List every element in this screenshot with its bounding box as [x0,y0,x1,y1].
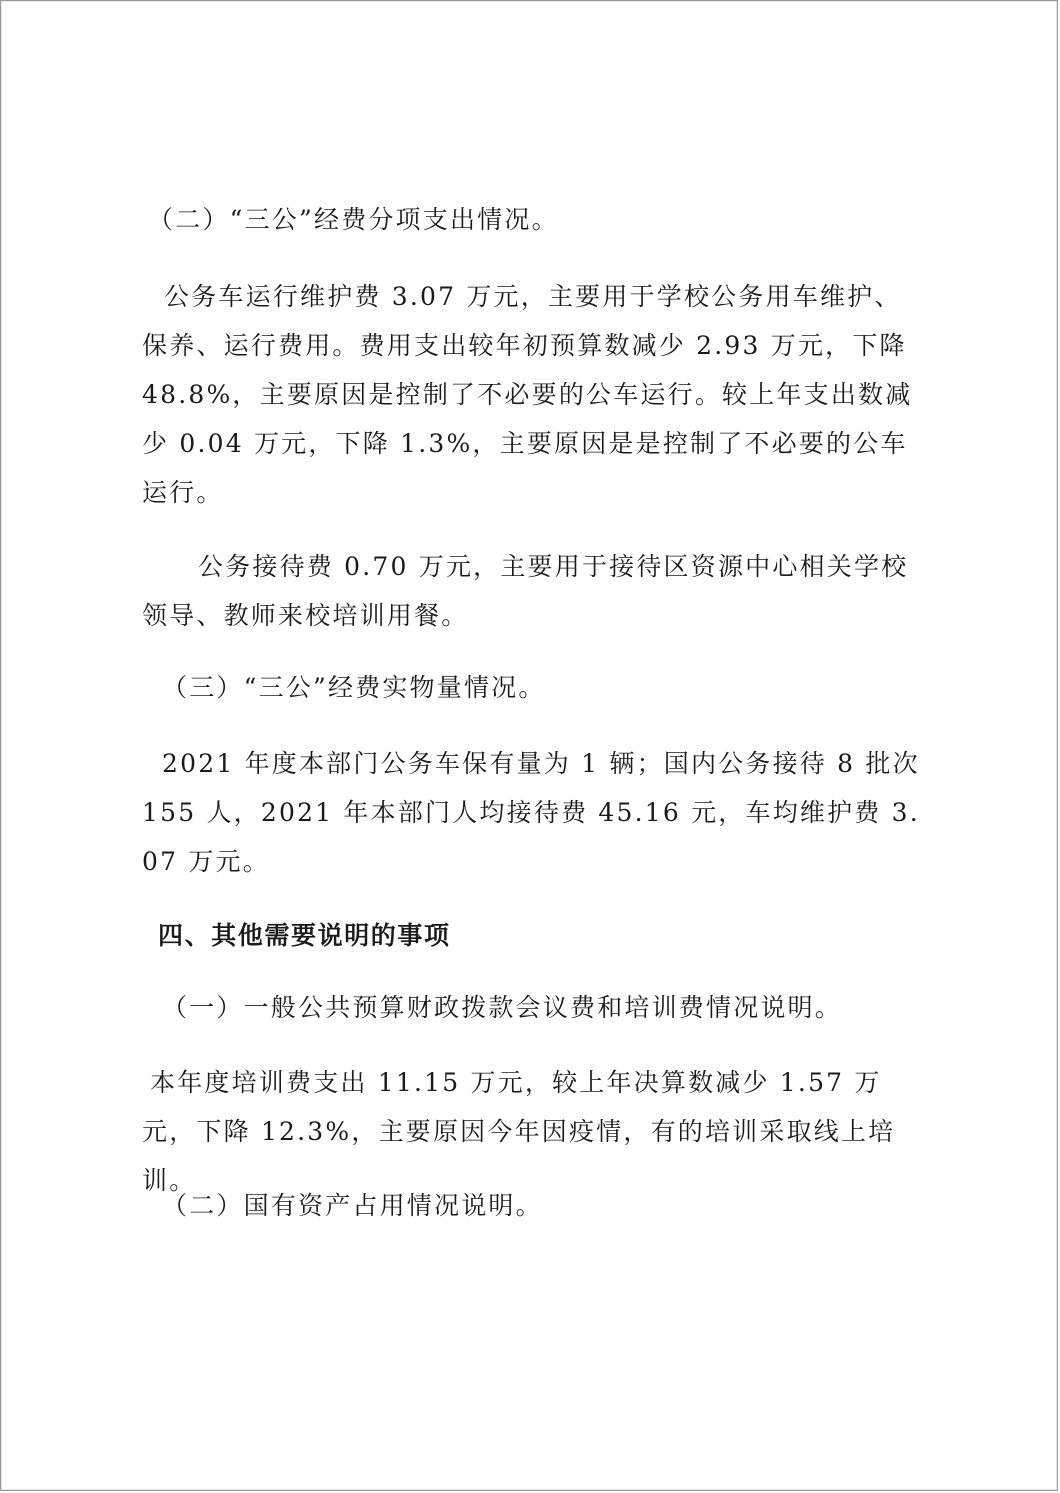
section-heading-state-assets: （二）国有资产占用情况说明。 [162,1191,543,1220]
section-heading-meeting-training-fees: （一）一般公共预算财政拨款会议费和培训费情况说明。 [162,993,843,1022]
part-heading-other-matters: 四、其他需要说明的事项 [158,921,451,950]
paragraph-vehicle-reception-quantity: 2021 年度本部门公务车保有量为 1 辆；国内公务接待 8 批次 155 人，2021 年本部门人均接待费 45.16 元，车均维护费 3.07 万元。 [142,749,920,876]
section-heading-expense-breakdown: （二）“三公”经费分项支出情况。 [148,205,559,234]
paragraph-official-reception: 公务接待费 0.70 万元，主要用于接待区资源中心相关学校领导、教师来校培训用餐。 [142,552,909,630]
paragraph-training-fees: 本年度培训费支出 11.15 万元，较上年决算数减少 1.57 万元，下降 12.3%，主要原因今年因疫情，有的培训采取线上培训。 [142,1068,896,1195]
paragraph-vehicle-maintenance: 公务车运行维护费 3.07 万元，主要用于学校公务用车维护、保养、运行费用。费用支出较年初预算数减少 2.93 万元，下降 48.8%，主要原因是控制了不必要的公车运行。较上年支出数减少 0.04 万元，下降 1.3%，主要原因是是控制了不必要的公车运行。 [142,282,913,507]
section-heading-physical-quantity: （三）“三公”经费实物量情况。 [162,673,546,702]
